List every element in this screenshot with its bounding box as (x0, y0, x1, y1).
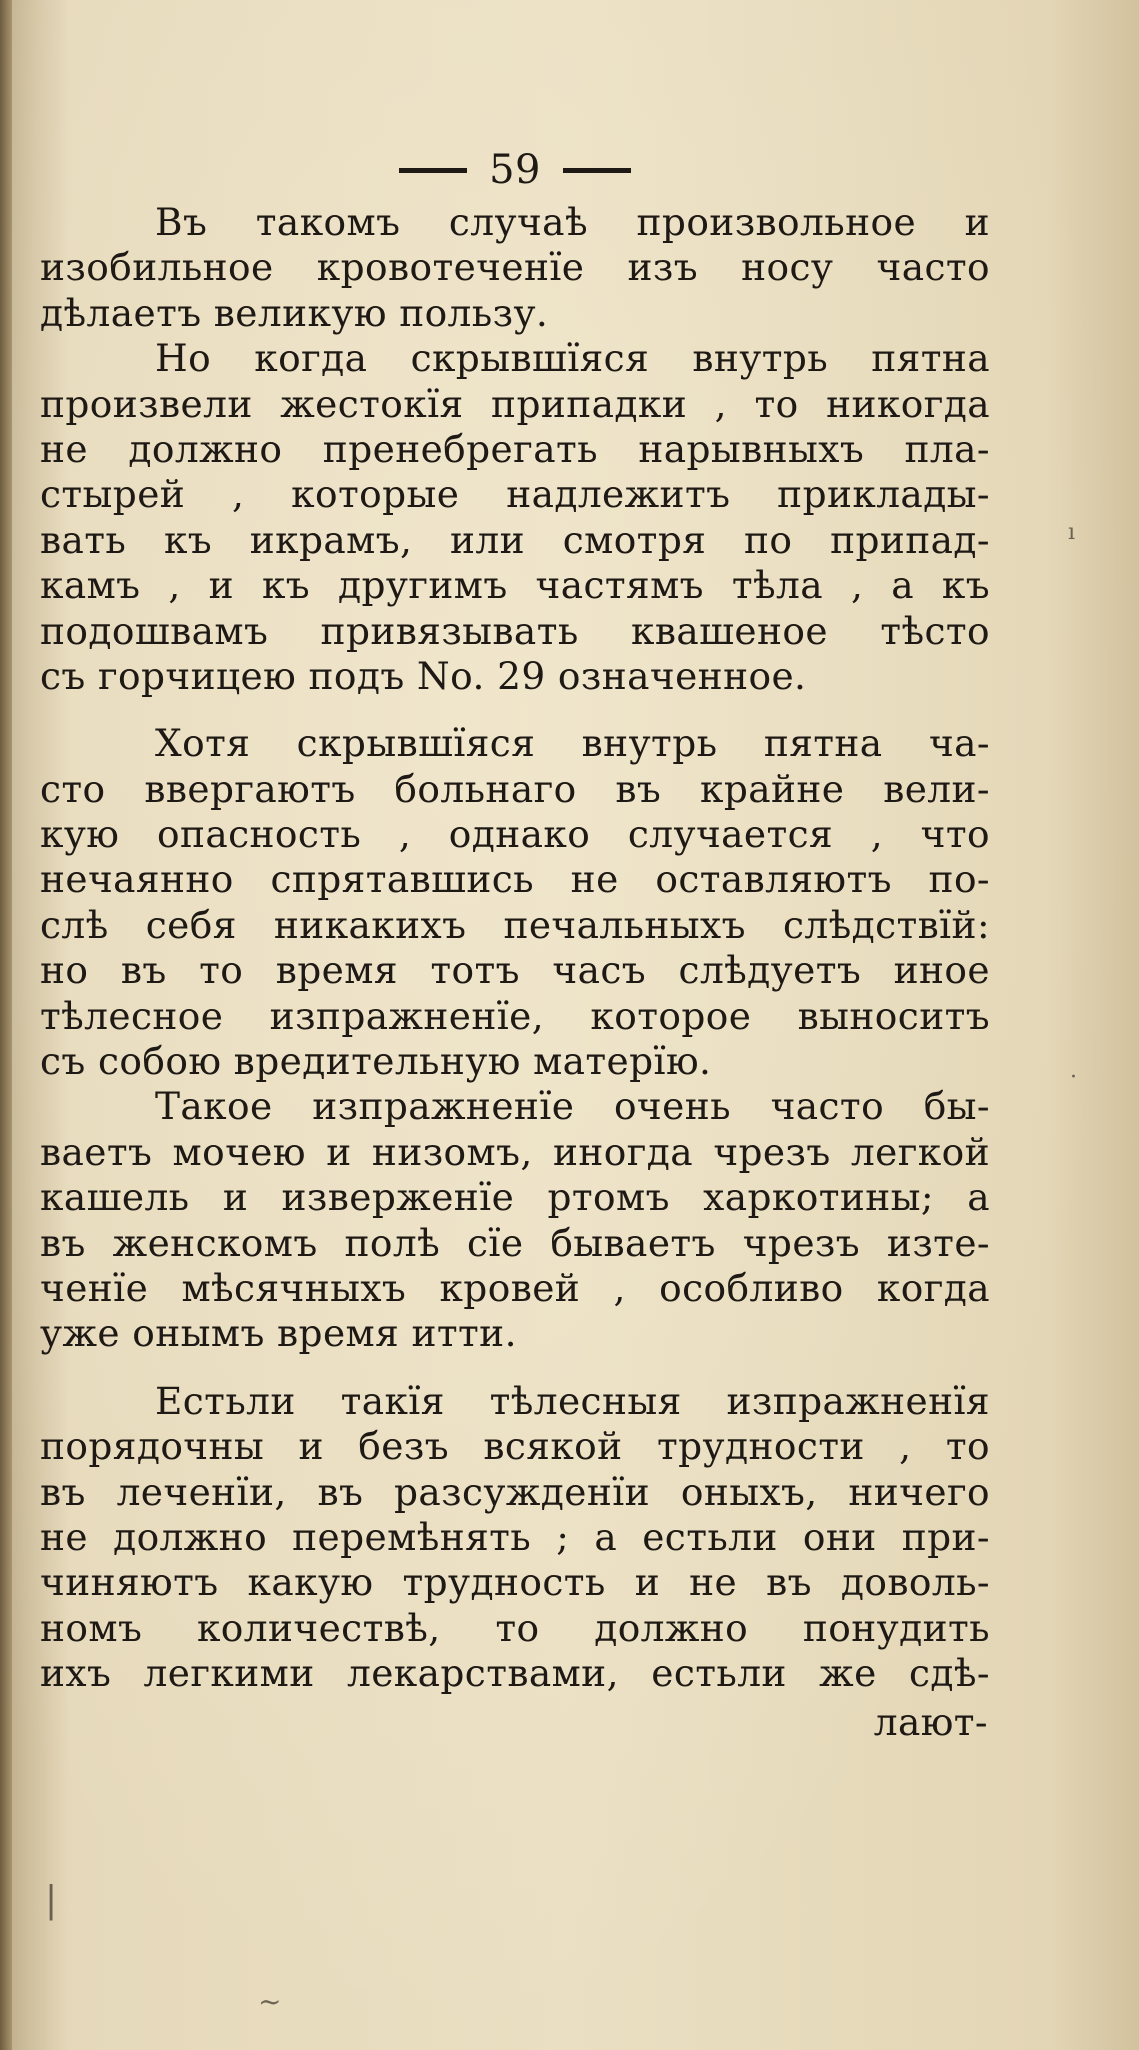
stray-mark: | (45, 1880, 58, 1921)
text-line: кашель и изверженїе ртомъ харкотины; а (40, 1175, 990, 1220)
text-line: тѣлесное изпражненїе, которое выноситъ (40, 993, 990, 1038)
page-header (40, 140, 990, 200)
text-line: подошвамъ привязывать квашеное тѣсто (40, 608, 990, 653)
header-dash-left (399, 168, 467, 173)
text-line: въ леченїи, въ разсужденїи оныхъ, ничего (40, 1469, 990, 1514)
text-line: нечаянно спрятавшись не оставляютъ по- (40, 857, 990, 902)
text-line: уже онымъ время итти. (40, 1311, 517, 1356)
text-line: изобильное кровотеченїе изъ носу часто (40, 245, 990, 290)
stray-mark: ~ (258, 1985, 282, 2018)
text-line: произвели жестокїя припадки , то никогда (40, 381, 990, 426)
catchword: лают- (873, 1699, 988, 1744)
text-line: ченїе мѣсячныхъ кровей , особливо когда (40, 1265, 990, 1310)
text-line: не должно перемѣнять ; а естьли они при- (40, 1514, 990, 1559)
text-line: камъ , и къ другимъ частямъ тѣла , а къ (40, 563, 990, 608)
text-line: Въ такомъ случаѣ произвольное и (155, 200, 990, 244)
text-line: кую опасность , однако случается , что (40, 812, 990, 857)
page-binding-edge (0, 0, 12, 2050)
text-line: Такое изпражненїе очень часто бы- (155, 1084, 990, 1129)
text-line: съ собою вредительную матерїю. (40, 1039, 712, 1084)
text-line: не должно пренебрегать нарывныхъ пла- (40, 426, 990, 471)
text-line: Но когда скрывшїяся внутрь пятна (155, 336, 990, 381)
text-line: порядочны и безъ всякой трудности , то (40, 1424, 990, 1469)
page-text-block (40, 140, 990, 1747)
header-dash-right (563, 168, 631, 173)
text-line: ваетъ мочею и низомъ, иногда чрезъ легкой (40, 1129, 990, 1174)
text-line: номъ количествѣ, то должно понудить (40, 1605, 990, 1650)
text-line: чиняютъ какую трудность и не въ доволь- (40, 1560, 990, 1605)
text-line: ихъ легкими лекарствами, естьли же сдѣ- (40, 1651, 990, 1696)
page-number: 59 (489, 147, 541, 193)
stray-mark: · (1070, 1065, 1077, 1090)
stray-mark: ı (1068, 520, 1076, 545)
text-line: дѣлаетъ великую пользу. (40, 290, 549, 335)
text-line: съ горчицею подъ No. 29 означенное. (40, 653, 807, 698)
paragraph-gap (40, 699, 990, 721)
text-line: но въ то время тотъ часъ слѣдуетъ иное (40, 948, 990, 993)
text-line: Естьли такїя тѣлесныя изпражненїя (155, 1378, 990, 1423)
text-line: сто ввергаютъ больнаго въ крайне вели- (40, 766, 990, 811)
paragraph-gap (40, 1357, 990, 1379)
text-line: вать къ икрамъ, или смотря по припад- (40, 517, 990, 562)
text-line: стырей , которые надлежитъ приклады- (40, 472, 990, 517)
text-line: въ женскомъ полѣ сїе бываетъ чрезъ изте- (40, 1220, 990, 1265)
text-line: Хотя скрывшїяся внутрь пятна ча- (155, 721, 990, 766)
text-line: слѣ себя никакихъ печальныхъ слѣдствїй: (40, 902, 990, 947)
